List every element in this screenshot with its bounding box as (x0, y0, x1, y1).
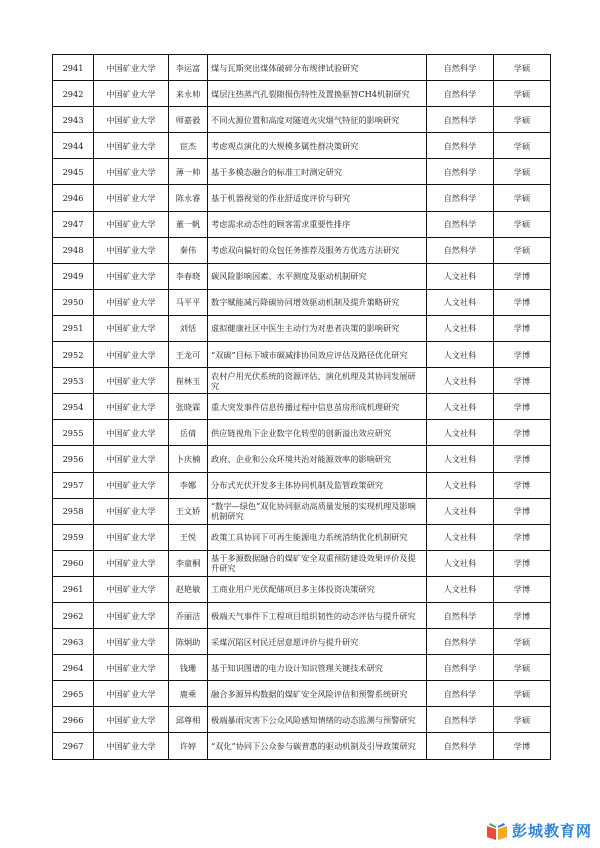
table-row (53, 81, 551, 107)
project-title-cell: 融合多源异构数据的煤矿安全风险评估和预警系统研究 (208, 681, 427, 707)
project-title-cell: 供应链视角下企业数字化转型的创新溢出效应研究 (208, 420, 427, 446)
table-row (53, 159, 551, 185)
university-cell: 中国矿业大学 (94, 289, 169, 315)
row-number: 2967 (53, 733, 94, 759)
field-cell: 自然科学 (427, 159, 494, 185)
field-cell: 自然科学 (427, 733, 494, 759)
project-title-cell: 考虑观点演化的大规模多属性群决策研究 (208, 133, 427, 159)
name-cell: 卜庆楠 (169, 446, 208, 472)
project-title-cell: 农村户用光伏系统的资源评估、演化机理及其协同发展研究 (208, 368, 427, 394)
field-cell: 人文社科 (427, 446, 494, 472)
field-cell: 人文社科 (427, 576, 494, 602)
degree-cell: 学博 (494, 602, 551, 628)
project-title-cell: 极端暴雨灾害下公众风险感知情绪的动态监测与预警研究 (208, 707, 427, 733)
row-number: 2945 (53, 159, 94, 185)
university-cell: 中国矿业大学 (94, 55, 169, 81)
degree-cell: 学博 (494, 550, 551, 576)
row-number: 2960 (53, 550, 94, 576)
name-cell: 张晓霖 (169, 394, 208, 420)
field-cell: 人文社科 (427, 342, 494, 368)
row-number: 2954 (53, 394, 94, 420)
university-cell: 中国矿业大学 (94, 472, 169, 498)
name-cell: 赵艳敏 (169, 576, 208, 602)
project-title-cell: “数字—绿色”双化协同驱动高质量发展的实现机理及影响机制研究 (208, 498, 427, 524)
table-row (53, 211, 551, 237)
table-row (53, 550, 551, 576)
table-row (53, 472, 551, 498)
university-cell: 中国矿业大学 (94, 707, 169, 733)
name-cell: 薄一帅 (169, 159, 208, 185)
university-cell: 中国矿业大学 (94, 185, 169, 211)
name-cell: 岳倩 (169, 420, 208, 446)
table-body (53, 55, 551, 760)
row-number: 2948 (53, 237, 94, 263)
name-cell: 刘恬 (169, 315, 208, 341)
award-list-table (52, 54, 551, 760)
row-number: 2943 (53, 107, 94, 133)
table-row (53, 342, 551, 368)
degree-cell: 学硕 (494, 81, 551, 107)
name-cell: 董一帆 (169, 211, 208, 237)
table-row (53, 185, 551, 211)
name-cell: 李春晓 (169, 263, 208, 289)
name-cell: 邱尊相 (169, 707, 208, 733)
university-cell: 中国矿业大学 (94, 159, 169, 185)
degree-cell: 学硕 (494, 55, 551, 81)
field-cell: 人文社科 (427, 420, 494, 446)
field-cell: 自然科学 (427, 655, 494, 681)
field-cell: 人文社科 (427, 315, 494, 341)
field-cell: 自然科学 (427, 81, 494, 107)
field-cell: 人文社科 (427, 289, 494, 315)
degree-cell: 学博 (494, 576, 551, 602)
project-title-cell: 极端天气事件下工程项目组织韧性的动态评估与提升研究 (208, 602, 427, 628)
row-number: 2953 (53, 368, 94, 394)
field-cell: 自然科学 (427, 211, 494, 237)
university-cell: 中国矿业大学 (94, 211, 169, 237)
degree-cell: 学硕 (494, 159, 551, 185)
degree-cell: 学博 (494, 289, 551, 315)
name-cell: 王文娇 (169, 498, 208, 524)
name-cell: 乔丽洁 (169, 602, 208, 628)
name-cell: 宦杰 (169, 133, 208, 159)
project-title-cell: 虚拟健康社区中医生主动行为对患者决策的影响研究 (208, 315, 427, 341)
table-row (53, 602, 551, 628)
name-cell: 李娜 (169, 472, 208, 498)
row-number: 2965 (53, 681, 94, 707)
project-title-cell: “双化”协同下公众参与碳普惠的驱动机制及引导政策研究 (208, 733, 427, 759)
degree-cell: 学硕 (494, 681, 551, 707)
university-cell: 中国矿业大学 (94, 629, 169, 655)
row-number: 2950 (53, 289, 94, 315)
table-row (53, 107, 551, 133)
university-cell: 中国矿业大学 (94, 446, 169, 472)
table-row (53, 733, 551, 759)
degree-cell: 学博 (494, 733, 551, 759)
university-cell: 中国矿业大学 (94, 368, 169, 394)
project-title-cell: 基于多模态融合的标准工时测定研究 (208, 159, 427, 185)
name-cell: 王龙可 (169, 342, 208, 368)
project-title-cell: 考虑双向偏好的众包任务推荐及服务方优选方法研究 (208, 237, 427, 263)
table-row (53, 681, 551, 707)
name-cell: 王悦 (169, 524, 208, 550)
name-cell: 鹿乘 (169, 681, 208, 707)
project-title-cell: “双碳”目标下城市碳减排协同效应评估及路径优化研究 (208, 342, 427, 368)
table-row (53, 394, 551, 420)
degree-cell: 学博 (494, 446, 551, 472)
field-cell: 人文社科 (427, 263, 494, 289)
table-row (53, 629, 551, 655)
university-cell: 中国矿业大学 (94, 133, 169, 159)
field-cell: 自然科学 (427, 55, 494, 81)
name-cell: 钱珊 (169, 655, 208, 681)
project-title-cell: 分布式光伏开发多主体协同机制及监管政策研究 (208, 472, 427, 498)
university-cell: 中国矿业大学 (94, 394, 169, 420)
degree-cell: 学硕 (494, 107, 551, 133)
university-cell: 中国矿业大学 (94, 681, 169, 707)
row-number: 2946 (53, 185, 94, 211)
project-title-cell: 重大突发事件信息传播过程中信息茧房形成机理研究 (208, 394, 427, 420)
field-cell: 人文社科 (427, 498, 494, 524)
field-cell: 自然科学 (427, 681, 494, 707)
project-title-cell: 政府、企业和公众环境共治对能源效率的影响研究 (208, 446, 427, 472)
project-title-cell: 碳风险影响因素、水平测度及驱动机制研究 (208, 263, 427, 289)
degree-cell: 学硕 (494, 133, 551, 159)
university-cell: 中国矿业大学 (94, 498, 169, 524)
row-number: 2951 (53, 315, 94, 341)
row-number: 2944 (53, 133, 94, 159)
row-number: 2966 (53, 707, 94, 733)
table-row (53, 498, 551, 524)
field-cell: 人文社科 (427, 472, 494, 498)
degree-cell: 学博 (494, 263, 551, 289)
name-cell: 许婷 (169, 733, 208, 759)
degree-cell: 学博 (494, 472, 551, 498)
field-cell: 自然科学 (427, 107, 494, 133)
table-row (53, 420, 551, 446)
name-cell: 秦伟 (169, 237, 208, 263)
field-cell: 自然科学 (427, 602, 494, 628)
university-cell: 中国矿业大学 (94, 576, 169, 602)
degree-cell: 学硕 (494, 629, 551, 655)
watermark (486, 820, 592, 841)
university-cell: 中国矿业大学 (94, 81, 169, 107)
row-number: 2958 (53, 498, 94, 524)
degree-cell: 学博 (494, 420, 551, 446)
table-row (53, 576, 551, 602)
table-row (53, 289, 551, 315)
field-cell: 自然科学 (427, 185, 494, 211)
degree-cell: 学硕 (494, 237, 551, 263)
field-cell: 人文社科 (427, 550, 494, 576)
row-number: 2957 (53, 472, 94, 498)
degree-cell: 学博 (494, 368, 551, 394)
row-number: 2955 (53, 420, 94, 446)
table-row (53, 655, 551, 681)
degree-cell: 学硕 (494, 707, 551, 733)
row-number: 2952 (53, 342, 94, 368)
table-row (53, 237, 551, 263)
university-cell: 中国矿业大学 (94, 315, 169, 341)
field-cell: 自然科学 (427, 707, 494, 733)
degree-cell: 学硕 (494, 211, 551, 237)
field-cell: 人文社科 (427, 524, 494, 550)
university-cell: 中国矿业大学 (94, 263, 169, 289)
project-title-cell: 基于多源数据融合的煤矿安全双重预防建设效果评价及提升研究 (208, 550, 427, 576)
row-number: 2941 (53, 55, 94, 81)
project-title-cell: 煤层注热蒸汽孔裂隙损伤特性及置换驱替CH4机制研究 (208, 81, 427, 107)
row-number: 2947 (53, 211, 94, 237)
name-cell: 马平平 (169, 289, 208, 315)
project-title-cell: 政策工具协同下可再生能源电力系统消纳优化机制研究 (208, 524, 427, 550)
field-cell: 自然科学 (427, 629, 494, 655)
row-number: 2964 (53, 655, 94, 681)
row-number: 2959 (53, 524, 94, 550)
university-cell: 中国矿业大学 (94, 342, 169, 368)
row-number: 2962 (53, 602, 94, 628)
degree-cell: 学博 (494, 315, 551, 341)
watermark-text: 彭城教育网 (512, 822, 593, 840)
row-number: 2956 (53, 446, 94, 472)
table-row (53, 446, 551, 472)
project-title-cell: 不同火源位置和高度对隧道火灾烟气特征的影响研究 (208, 107, 427, 133)
table-row (53, 133, 551, 159)
university-cell: 中国矿业大学 (94, 550, 169, 576)
name-cell: 师嘉毅 (169, 107, 208, 133)
university-cell: 中国矿业大学 (94, 655, 169, 681)
project-title-cell: 工商业用户光伏配储项目多主体投资决策研究 (208, 576, 427, 602)
field-cell: 自然科学 (427, 133, 494, 159)
university-cell: 中国矿业大学 (94, 237, 169, 263)
project-title-cell: 考虑需求动态性的顾客需求重要性排序 (208, 211, 427, 237)
table-row (53, 524, 551, 550)
degree-cell: 学博 (494, 498, 551, 524)
table-row (53, 707, 551, 733)
degree-cell: 学博 (494, 342, 551, 368)
name-cell: 崔林玉 (169, 368, 208, 394)
field-cell: 自然科学 (427, 237, 494, 263)
university-cell: 中国矿业大学 (94, 107, 169, 133)
row-number: 2961 (53, 576, 94, 602)
table-row (53, 315, 551, 341)
university-cell: 中国矿业大学 (94, 602, 169, 628)
name-cell: 李童桐 (169, 550, 208, 576)
table-row (53, 263, 551, 289)
project-title-cell: 基于知识图谱的电力设计知识管理关键技术研究 (208, 655, 427, 681)
name-cell: 陈永睿 (169, 185, 208, 211)
field-cell: 人文社科 (427, 394, 494, 420)
row-number: 2942 (53, 81, 94, 107)
project-title-cell: 数字赋能减污降碳协同增效驱动机制及提升策略研究 (208, 289, 427, 315)
table-row (53, 368, 551, 394)
project-title-cell: 煤与瓦斯突出煤体破碎分布规律试验研究 (208, 55, 427, 81)
project-title-cell: 采煤沉陷区村民迁居意愿评价与提升研究 (208, 629, 427, 655)
degree-cell: 学硕 (494, 185, 551, 211)
university-cell: 中国矿业大学 (94, 420, 169, 446)
university-cell: 中国矿业大学 (94, 733, 169, 759)
name-cell: 李运富 (169, 55, 208, 81)
book-logo-icon (486, 821, 508, 841)
project-title-cell: 基于机器视觉的作业舒适度评价与研究 (208, 185, 427, 211)
degree-cell: 学博 (494, 394, 551, 420)
table-row (53, 55, 551, 81)
row-number: 2963 (53, 629, 94, 655)
university-cell: 中国矿业大学 (94, 524, 169, 550)
field-cell: 人文社科 (427, 368, 494, 394)
degree-cell: 学硕 (494, 655, 551, 681)
row-number: 2949 (53, 263, 94, 289)
degree-cell: 学博 (494, 524, 551, 550)
name-cell: 陈炯助 (169, 629, 208, 655)
name-cell: 来永帅 (169, 81, 208, 107)
